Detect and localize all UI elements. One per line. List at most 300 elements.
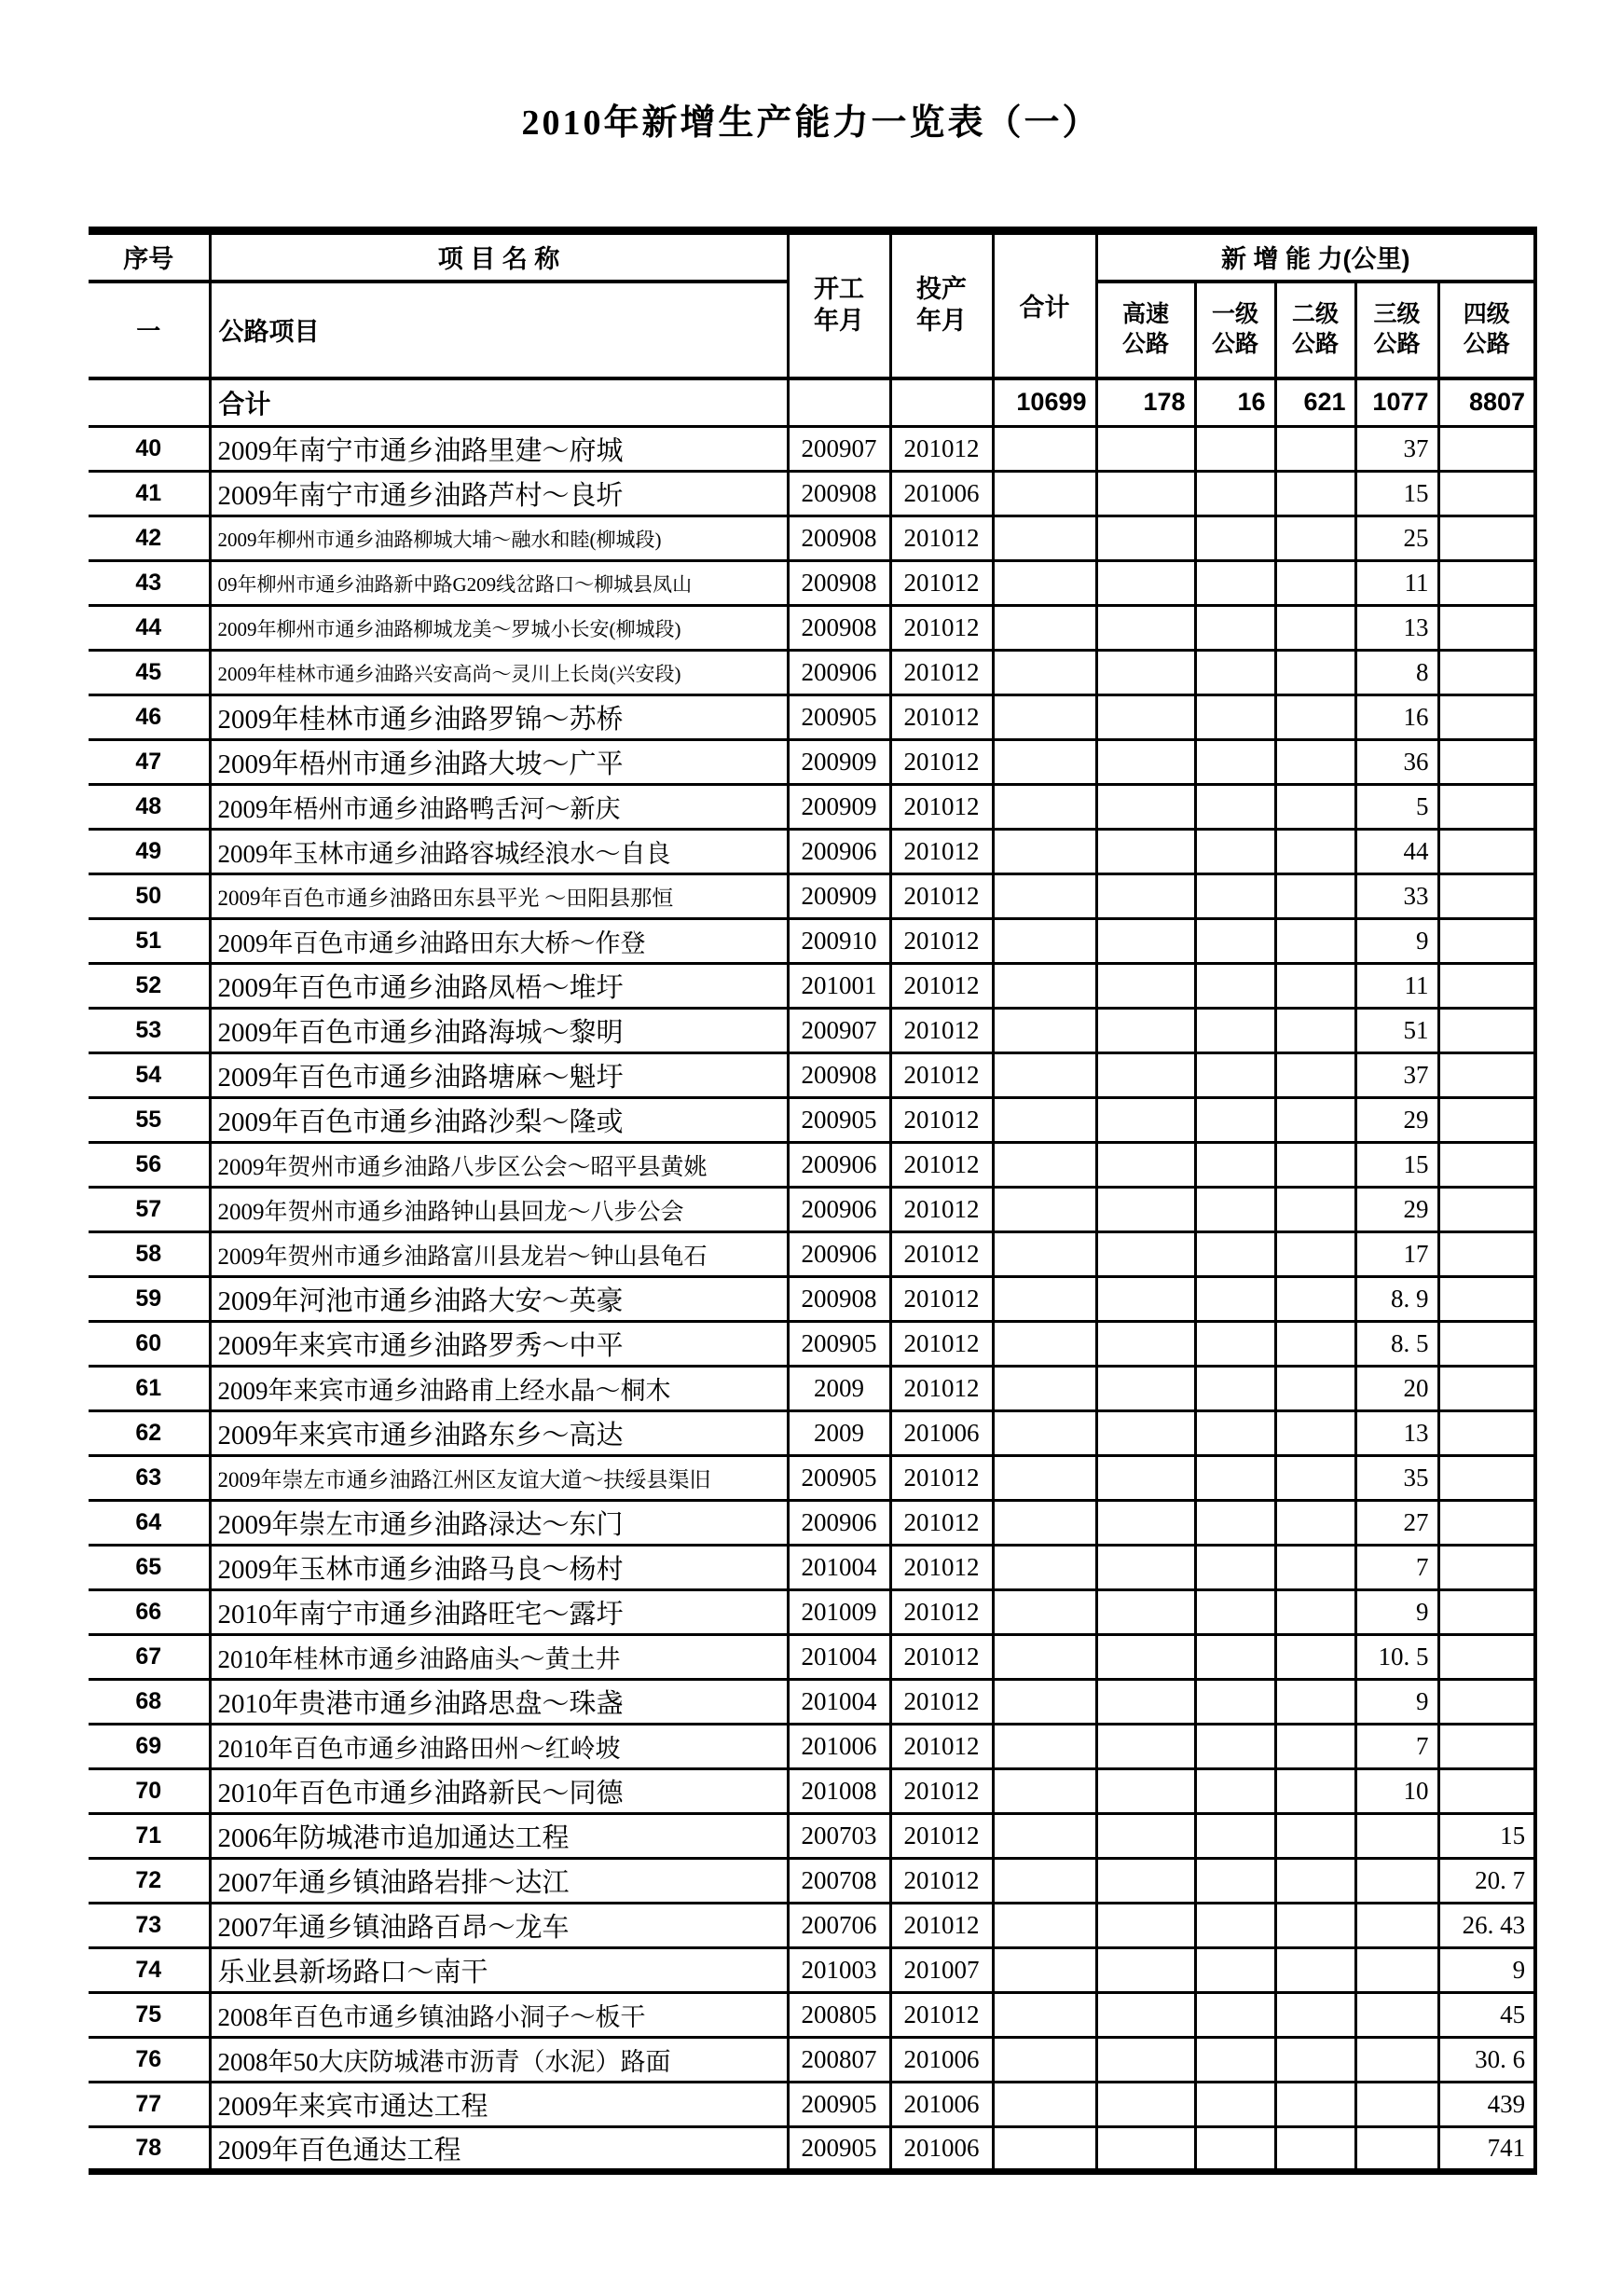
cell-expressway (1096, 1053, 1195, 1098)
capacity-table (89, 227, 1537, 2175)
cell-serial: 61 (89, 1367, 210, 1411)
cell-expressway (1096, 1232, 1195, 1277)
cell-grade2 (1275, 2038, 1355, 2083)
table-row (89, 1859, 1535, 1904)
cell-grade3: 27 (1355, 1501, 1438, 1546)
cell-grade3: 25 (1355, 516, 1438, 561)
cell-grade4 (1438, 1590, 1535, 1635)
cell-grade3: 7 (1355, 1546, 1438, 1590)
cell-start-date: 200906 (788, 1188, 890, 1232)
cell-grade2 (1275, 1635, 1355, 1680)
header-production-line2: 年月 (916, 306, 967, 335)
table-row (89, 740, 1535, 785)
cell-grade2 (1275, 1590, 1355, 1635)
cell-grade1 (1195, 1009, 1275, 1053)
cell-grade1 (1195, 1411, 1275, 1456)
table-row (89, 1590, 1535, 1635)
cell-production-date: 201012 (890, 1188, 993, 1232)
cell-grade1 (1195, 516, 1275, 561)
cell-start-date: 200807 (788, 2038, 890, 2083)
cell-total (993, 1546, 1096, 1590)
cell-grade3: 20 (1355, 1367, 1438, 1411)
cell-grade1 (1195, 785, 1275, 830)
cell-expressway (1096, 1009, 1195, 1053)
header-grade3-line1: 三级 (1373, 301, 1421, 328)
cell-project-name: 2009年柳州市通乡油路柳城大埔～融水和睦(柳城段) (210, 516, 788, 561)
cell-grade3: 13 (1355, 1411, 1438, 1456)
cell-production-date: 201012 (890, 1501, 993, 1546)
cell-total (993, 1188, 1096, 1232)
cell-grade1 (1195, 1456, 1275, 1501)
table-row (89, 1367, 1535, 1411)
cell-serial: 70 (89, 1769, 210, 1814)
cell-start-date: 200906 (788, 1501, 890, 1546)
cell-production-date: 201012 (890, 1725, 993, 1769)
cell-grade3: 8 (1355, 651, 1438, 695)
cell-total (993, 1143, 1096, 1188)
cell-production-date: 201007 (890, 1948, 993, 1993)
cell-serial: 78 (89, 2127, 210, 2172)
cell-total (993, 964, 1096, 1009)
cell-serial: 43 (89, 561, 210, 606)
totals-grade3: 1077 (1355, 378, 1438, 427)
cell-total (993, 1814, 1096, 1859)
cell-start-date: 200909 (788, 740, 890, 785)
totals-grade4: 8807 (1438, 378, 1535, 427)
cell-production-date: 201012 (890, 919, 993, 964)
cell-expressway (1096, 785, 1195, 830)
cell-grade1 (1195, 1859, 1275, 1904)
table-row (89, 919, 1535, 964)
cell-project-name: 2009年桂林市通乡油路兴安高尚～灵川上长岗(兴安段) (210, 651, 788, 695)
cell-total (993, 1590, 1096, 1635)
table-row (89, 1501, 1535, 1546)
header-expressway (1096, 282, 1195, 378)
cell-start-date: 200908 (788, 472, 890, 516)
cell-grade2 (1275, 1769, 1355, 1814)
header-grade2 (1275, 282, 1355, 378)
cell-project-name: 2009年百色市通乡油路田东大桥～作登 (210, 919, 788, 964)
cell-serial: 49 (89, 830, 210, 874)
cell-grade4: 15 (1438, 1814, 1535, 1859)
cell-grade3: 29 (1355, 1098, 1438, 1143)
cell-start-date: 200905 (788, 2127, 890, 2172)
cell-start-date: 200905 (788, 1456, 890, 1501)
cell-expressway (1096, 1367, 1195, 1411)
cell-grade1 (1195, 1725, 1275, 1769)
header-production-date (890, 231, 993, 378)
cell-grade3: 15 (1355, 472, 1438, 516)
cell-production-date: 201012 (890, 1367, 993, 1411)
cell-production-date: 201012 (890, 830, 993, 874)
cell-grade2 (1275, 1993, 1355, 2038)
cell-grade3: 9 (1355, 1590, 1438, 1635)
cell-total (993, 516, 1096, 561)
cell-expressway (1096, 2127, 1195, 2172)
cell-project-name: 2009年百色通达工程 (210, 2127, 788, 2172)
cell-production-date: 201006 (890, 472, 993, 516)
table-row (89, 1948, 1535, 1993)
cell-serial: 58 (89, 1232, 210, 1277)
cell-production-date: 201012 (890, 1590, 993, 1635)
totals-label: 合计 (210, 378, 788, 427)
cell-grade4: 9 (1438, 1948, 1535, 1993)
cell-production-date: 201012 (890, 1456, 993, 1501)
header-capacity-group: 新 增 能 力(公里) (1096, 231, 1535, 282)
cell-expressway (1096, 472, 1195, 516)
totals-expressway: 178 (1096, 378, 1195, 427)
cell-total (993, 427, 1096, 472)
cell-grade4: 20. 7 (1438, 1859, 1535, 1904)
table-row (89, 1009, 1535, 1053)
cell-start-date: 200905 (788, 1098, 890, 1143)
cell-total (993, 1411, 1096, 1456)
cell-grade2 (1275, 1725, 1355, 1769)
cell-grade2 (1275, 427, 1355, 472)
cell-production-date: 201012 (890, 874, 993, 919)
cell-project-name: 2009年崇左市通乡油路渌达～东门 (210, 1501, 788, 1546)
cell-production-date: 201006 (890, 2038, 993, 2083)
cell-grade4 (1438, 1456, 1535, 1501)
cell-start-date: 200907 (788, 1009, 890, 1053)
cell-start-date: 201001 (788, 964, 890, 1009)
header-grade1-line1: 一级 (1211, 301, 1258, 328)
cell-total (993, 1501, 1096, 1546)
cell-expressway (1096, 1993, 1195, 2038)
cell-expressway (1096, 1277, 1195, 1322)
cell-project-name: 2010年南宁市通乡油路旺宅～露圩 (210, 1590, 788, 1635)
cell-grade3: 37 (1355, 1053, 1438, 1098)
cell-production-date: 201012 (890, 1859, 993, 1904)
cell-production-date: 201012 (890, 516, 993, 561)
cell-expressway (1096, 1859, 1195, 1904)
cell-grade1 (1195, 1635, 1275, 1680)
cell-expressway (1096, 1948, 1195, 1993)
cell-total (993, 2127, 1096, 2172)
header-grade4 (1438, 282, 1535, 378)
cell-grade2 (1275, 1680, 1355, 1725)
cell-production-date: 201012 (890, 964, 993, 1009)
cell-production-date: 201012 (890, 1322, 993, 1367)
cell-grade1 (1195, 2083, 1275, 2127)
cell-project-name: 2009年南宁市通乡油路芦村～良圻 (210, 472, 788, 516)
cell-grade2 (1275, 2127, 1355, 2172)
cell-serial: 56 (89, 1143, 210, 1188)
cell-project-name: 2009年百色市通乡油路凤梧～堆圩 (210, 964, 788, 1009)
cell-start-date: 201008 (788, 1769, 890, 1814)
cell-grade1 (1195, 1993, 1275, 2038)
cell-grade4 (1438, 1277, 1535, 1322)
cell-grade1 (1195, 1188, 1275, 1232)
table-row (89, 785, 1535, 830)
cell-serial: 57 (89, 1188, 210, 1232)
cell-grade2 (1275, 1277, 1355, 1322)
cell-grade3: 5 (1355, 785, 1438, 830)
cell-grade3: 15 (1355, 1143, 1438, 1188)
table-row (89, 874, 1535, 919)
cell-expressway (1096, 830, 1195, 874)
cell-start-date: 200706 (788, 1904, 890, 1948)
cell-start-date: 200910 (788, 919, 890, 964)
cell-start-date: 200909 (788, 874, 890, 919)
cell-grade4 (1438, 1769, 1535, 1814)
cell-serial: 62 (89, 1411, 210, 1456)
cell-start-date: 201004 (788, 1546, 890, 1590)
cell-grade1 (1195, 740, 1275, 785)
cell-grade4: 30. 6 (1438, 2038, 1535, 2083)
cell-expressway (1096, 606, 1195, 651)
cell-grade2 (1275, 785, 1355, 830)
cell-serial: 77 (89, 2083, 210, 2127)
cell-grade3: 9 (1355, 919, 1438, 964)
cell-start-date: 200908 (788, 1277, 890, 1322)
table-row (89, 1725, 1535, 1769)
cell-serial: 74 (89, 1948, 210, 1993)
table-row (89, 2038, 1535, 2083)
cell-grade3: 33 (1355, 874, 1438, 919)
cell-start-date: 200906 (788, 651, 890, 695)
cell-start-date: 201009 (788, 1590, 890, 1635)
cell-grade1 (1195, 1904, 1275, 1948)
cell-grade2 (1275, 1322, 1355, 1367)
cell-grade1 (1195, 874, 1275, 919)
totals-grade2: 621 (1275, 378, 1355, 427)
cell-serial: 44 (89, 606, 210, 651)
cell-grade1 (1195, 1143, 1275, 1188)
cell-grade4 (1438, 1009, 1535, 1053)
cell-project-name: 2007年通乡镇油路百昂～龙车 (210, 1904, 788, 1948)
cell-start-date: 200909 (788, 785, 890, 830)
header-grade4-line1: 四级 (1463, 301, 1510, 328)
cell-start-date: 200908 (788, 516, 890, 561)
cell-grade4 (1438, 1635, 1535, 1680)
cell-total (993, 1232, 1096, 1277)
cell-grade4 (1438, 919, 1535, 964)
cell-grade1 (1195, 830, 1275, 874)
cell-grade4 (1438, 740, 1535, 785)
cell-total (993, 472, 1096, 516)
cell-grade2 (1275, 1411, 1355, 1456)
cell-grade3: 35 (1355, 1456, 1438, 1501)
cell-grade4 (1438, 1188, 1535, 1232)
cell-serial: 71 (89, 1814, 210, 1859)
cell-serial: 60 (89, 1322, 210, 1367)
cell-grade4 (1438, 561, 1535, 606)
cell-total (993, 2083, 1096, 2127)
table-row (89, 830, 1535, 874)
cell-grade3: 13 (1355, 606, 1438, 651)
cell-project-name: 2009年梧州市通乡油路鸭舌河～新庆 (210, 785, 788, 830)
cell-project-name: 2009年百色市通乡油路海城～黎明 (210, 1009, 788, 1053)
table-row (89, 651, 1535, 695)
cell-production-date: 201012 (890, 695, 993, 740)
cell-grade2 (1275, 740, 1355, 785)
cell-serial: 45 (89, 651, 210, 695)
cell-grade2 (1275, 830, 1355, 874)
table-row (89, 1993, 1535, 2038)
header-grade1-line2: 公路 (1211, 330, 1258, 357)
cell-grade1 (1195, 1367, 1275, 1411)
cell-grade4 (1438, 651, 1535, 695)
cell-grade4 (1438, 516, 1535, 561)
header-start-line2: 年月 (814, 306, 864, 335)
cell-grade1 (1195, 561, 1275, 606)
cell-project-name: 2007年通乡镇油路岩排～达江 (210, 1859, 788, 1904)
cell-start-date: 2009 (788, 1367, 890, 1411)
cell-grade4 (1438, 1411, 1535, 1456)
cell-grade1 (1195, 1680, 1275, 1725)
cell-project-name: 2009年百色市通乡油路沙梨～隆或 (210, 1098, 788, 1143)
cell-serial: 76 (89, 2038, 210, 2083)
cell-grade3: 17 (1355, 1232, 1438, 1277)
cell-total (993, 1053, 1096, 1098)
cell-expressway (1096, 1590, 1195, 1635)
cell-grade4 (1438, 695, 1535, 740)
table-row (89, 1411, 1535, 1456)
cell-production-date: 201012 (890, 1635, 993, 1680)
cell-project-name: 2010年百色市通乡油路新民～同德 (210, 1769, 788, 1814)
cell-project-name: 2009年来宾市通乡油路甫上经水晶～桐木 (210, 1367, 788, 1411)
cell-grade4 (1438, 1143, 1535, 1188)
cell-grade2 (1275, 1546, 1355, 1590)
cell-expressway (1096, 695, 1195, 740)
cell-grade3: 7 (1355, 1725, 1438, 1769)
cell-grade4 (1438, 964, 1535, 1009)
cell-serial: 63 (89, 1456, 210, 1501)
cell-production-date: 201012 (890, 1098, 993, 1143)
cell-total (993, 1277, 1096, 1322)
cell-project-name: 2010年贵港市通乡油路思盘～珠盏 (210, 1680, 788, 1725)
cell-project-name: 2009年百色市通乡油路塘麻～魁圩 (210, 1053, 788, 1098)
table-row (89, 1053, 1535, 1098)
cell-grade1 (1195, 1053, 1275, 1098)
cell-total (993, 919, 1096, 964)
cell-serial: 47 (89, 740, 210, 785)
cell-start-date: 201003 (788, 1948, 890, 1993)
cell-grade4 (1438, 472, 1535, 516)
cell-grade2 (1275, 1053, 1355, 1098)
cell-production-date: 201012 (890, 1814, 993, 1859)
cell-serial: 64 (89, 1501, 210, 1546)
cell-production-date: 201012 (890, 1232, 993, 1277)
cell-expressway (1096, 1635, 1195, 1680)
cell-grade2 (1275, 516, 1355, 561)
cell-grade4: 45 (1438, 1993, 1535, 2038)
cell-start-date: 200905 (788, 2083, 890, 2127)
cell-production-date: 201012 (890, 1680, 993, 1725)
cell-production-date: 201012 (890, 651, 993, 695)
cell-start-date: 200908 (788, 561, 890, 606)
cell-grade2 (1275, 1143, 1355, 1188)
table-row (89, 1814, 1535, 1859)
cell-grade1 (1195, 1814, 1275, 1859)
cell-grade1 (1195, 1232, 1275, 1277)
table-row (89, 1277, 1535, 1322)
cell-expressway (1096, 1904, 1195, 1948)
cell-grade2 (1275, 651, 1355, 695)
cell-grade2 (1275, 874, 1355, 919)
cell-grade4 (1438, 1546, 1535, 1590)
cell-grade4 (1438, 785, 1535, 830)
cell-grade2 (1275, 1232, 1355, 1277)
cell-serial: 55 (89, 1098, 210, 1143)
cell-total (993, 561, 1096, 606)
cell-grade3 (1355, 2127, 1438, 2172)
header-grade2-line2: 公路 (1291, 330, 1339, 357)
header-grade2-line1: 二级 (1291, 301, 1339, 328)
cell-total (993, 1904, 1096, 1948)
cell-grade3: 36 (1355, 740, 1438, 785)
header-total: 合计 (993, 231, 1096, 378)
cell-serial: 75 (89, 1993, 210, 2038)
table-row (89, 1680, 1535, 1725)
table-row (89, 1635, 1535, 1680)
cell-total (993, 651, 1096, 695)
cell-grade1 (1195, 1590, 1275, 1635)
totals-row (89, 378, 1535, 427)
cell-start-date: 200708 (788, 1859, 890, 1904)
cell-total (993, 2038, 1096, 2083)
cell-expressway (1096, 964, 1195, 1009)
cell-total (993, 1993, 1096, 2038)
cell-project-name: 2009年贺州市通乡油路八步区公会～昭平县黄姚 (210, 1143, 788, 1188)
cell-total (993, 1456, 1096, 1501)
cell-serial: 66 (89, 1590, 210, 1635)
header-grade4-line2: 公路 (1463, 330, 1510, 357)
cell-expressway (1096, 2038, 1195, 2083)
cell-production-date: 201012 (890, 1546, 993, 1590)
cell-total (993, 606, 1096, 651)
table-row (89, 472, 1535, 516)
cell-grade2 (1275, 695, 1355, 740)
cell-project-name: 2010年百色市通乡油路田州～红岭坡 (210, 1725, 788, 1769)
cell-project-name: 2010年桂林市通乡油路庙头～黄土井 (210, 1635, 788, 1680)
cell-start-date: 200703 (788, 1814, 890, 1859)
cell-production-date: 201012 (890, 1053, 993, 1098)
table-row (89, 1188, 1535, 1232)
cell-start-date: 200907 (788, 427, 890, 472)
cell-grade3: 10. 5 (1355, 1635, 1438, 1680)
cell-grade4 (1438, 606, 1535, 651)
cell-total (993, 740, 1096, 785)
cell-production-date: 201012 (890, 427, 993, 472)
cell-grade4: 26. 43 (1438, 1904, 1535, 1948)
table-row (89, 1769, 1535, 1814)
cell-grade4: 439 (1438, 2083, 1535, 2127)
cell-expressway (1096, 561, 1195, 606)
cell-project-name: 2009年来宾市通乡油路东乡～高达 (210, 1411, 788, 1456)
cell-start-date: 201004 (788, 1680, 890, 1725)
table-row (89, 606, 1535, 651)
cell-project-name: 2009年来宾市通达工程 (210, 2083, 788, 2127)
cell-project-name: 2009年崇左市通乡油路江州区友谊大道～扶绥县渠旧 (210, 1456, 788, 1501)
section-serial: 一 (89, 282, 210, 378)
header-start-line1: 开工 (814, 275, 864, 303)
cell-expressway (1096, 874, 1195, 919)
cell-production-date: 201006 (890, 2083, 993, 2127)
cell-serial: 40 (89, 427, 210, 472)
cell-grade2 (1275, 1948, 1355, 1993)
cell-grade1 (1195, 427, 1275, 472)
cell-grade3: 44 (1355, 830, 1438, 874)
table-row (89, 561, 1535, 606)
cell-project-name: 2009年柳州市通乡油路柳城龙美～罗城小长安(柳城段) (210, 606, 788, 651)
cell-production-date: 201012 (890, 785, 993, 830)
cell-grade4 (1438, 1053, 1535, 1098)
cell-grade4 (1438, 1367, 1535, 1411)
cell-grade2 (1275, 1188, 1355, 1232)
cell-serial: 72 (89, 1859, 210, 1904)
